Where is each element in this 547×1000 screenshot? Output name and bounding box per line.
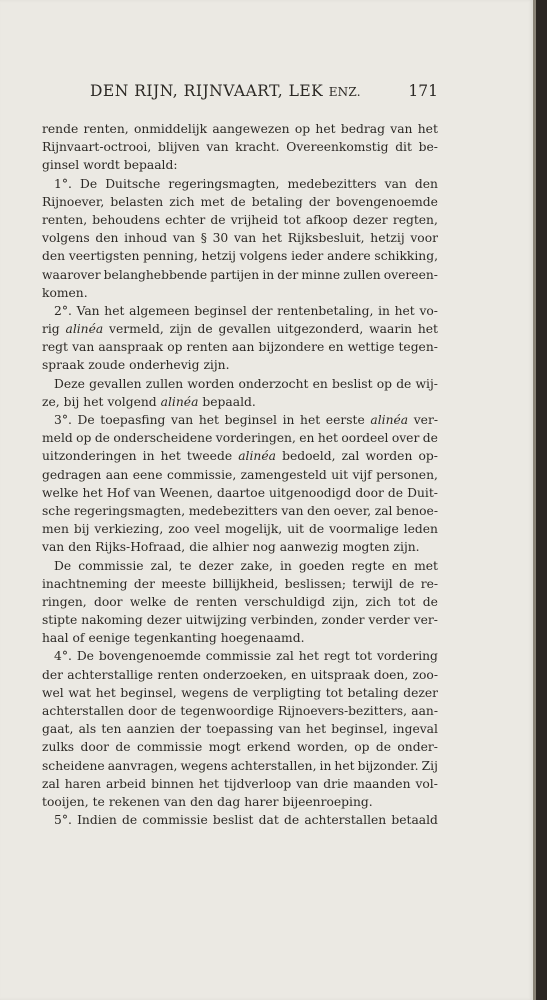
text-line: meld op de onderscheidene vorderingen, en het oordeel over de bbox=[42, 431, 438, 446]
text-line: den veertigsten penning, hetzij volgens ieder andere schikking, bbox=[42, 249, 438, 264]
text-line: 1°. De Duitsche regeringsmagten, medebezitters van den bbox=[54, 176, 438, 191]
running-head bbox=[90, 82, 361, 100]
text-line: rende renten, onmiddelijk aangewezen op het bedrag van het bbox=[42, 122, 438, 136]
text-line: sche regeringsmagten, medebezitters van den oever, zal benoe- bbox=[42, 503, 438, 518]
page-header bbox=[90, 82, 438, 108]
text-line: achterstallen door de tegenwoordige Rijnoevers-bezitters, aan- bbox=[42, 704, 438, 718]
text-line: stipte nakoming dezer uitwijzing verbinden, zonder verder ver- bbox=[42, 613, 438, 628]
text-line: 4°. De bovengenoemde commissie zal het regt tot vordering bbox=[54, 649, 438, 664]
text-line: ginsel wordt bepaald: bbox=[42, 158, 178, 173]
text-line: waarover belanghebbende partijen in der minne zullen overeen- bbox=[42, 267, 438, 282]
running-head-suffix: ENZ. bbox=[328, 85, 361, 99]
text-line: 2°. Van het algemeen beginsel der rentenbetaling, in het vo- bbox=[54, 303, 438, 318]
text-line: inachtneming der meeste billijkheid, beslissen; terwijl de re- bbox=[42, 576, 438, 591]
text-line: gaat, als ten aanzien der toepassing van het beginsel, ingeval bbox=[42, 722, 438, 737]
text-line: spraak zoude onderhevig zijn. bbox=[42, 358, 230, 373]
text-line: 5°. Indien de commissie beslist dat de achterstallen betaald bbox=[54, 813, 438, 828]
text-line: wel wat het beginsel, wegens de verpligting tot betaling dezer bbox=[42, 685, 438, 700]
text-line: van den Rijks-Hofraad, die alhier nog aanwezig mogten zijn. bbox=[42, 540, 420, 555]
text-line: men bij verkiezing, zoo veel mogelijk, uit de voormalige leden bbox=[42, 522, 438, 537]
text-line: komen. bbox=[42, 285, 88, 300]
text-line: Deze gevallen zullen worden onderzocht en beslist op de wij- bbox=[54, 376, 438, 391]
text-line: zal haren arbeid binnen het tijdverloop van drie maanden vol- bbox=[42, 776, 438, 791]
text-line: renten, behoudens echter de vrijheid tot afkoop dezer regten, bbox=[42, 212, 438, 227]
text-line: scheidene aanvragen, wegens achterstallen, in het bijzonder. Zij bbox=[42, 758, 438, 773]
text-line: rig alinéa vermeld, zijn de gevallen uitgezonderd, waarin het bbox=[42, 322, 438, 337]
text-line: haal of eenige tegenkanting hoegenaamd. bbox=[42, 631, 305, 646]
text-line: zulks door de commissie mogt erkend worden, op de onder- bbox=[42, 740, 438, 755]
body-text bbox=[42, 120, 438, 829]
text-line: Rijnvaart-octrooi, blijven van kracht. Overeenkomstig dit be- bbox=[42, 140, 438, 155]
scan-edge bbox=[533, 0, 547, 1000]
text-line: De commissie zal, te dezer zake, in goeden regte en met bbox=[54, 558, 438, 573]
page-number: 171 bbox=[408, 82, 438, 100]
text-line: welke het Hof van Weenen, daartoe uitgenoodigd door de Duit- bbox=[42, 485, 438, 500]
text-line: 3°. De toepasfing van het beginsel in het eerste alinéa ver- bbox=[54, 413, 438, 427]
text-line: gedragen aan eene commissie, zamengesteld uit vijf personen, bbox=[42, 467, 438, 482]
text-line: ringen, door welke de renten verschuldigd zijn, zich tot de bbox=[42, 594, 438, 609]
text-line: tooijen, te rekenen van den dag harer bijeenroeping. bbox=[42, 794, 373, 809]
text-line: volgens den inhoud van § 30 van het Rijksbesluit, hetzij voor bbox=[42, 231, 438, 246]
running-head-title: DEN RIJN, RIJNVAART, LEK bbox=[90, 82, 324, 100]
text-line: uitzonderingen in het tweede alinéa bedoeld, zal worden op- bbox=[42, 449, 438, 464]
text-line: ze, bij het volgend alinéa bepaald. bbox=[42, 394, 256, 409]
text-line: regt van aanspraak op renten aan bijzondere en wettige tegen- bbox=[42, 340, 438, 355]
text-line: der achterstallige renten onderzoeken, en uitspraak doen, zoo- bbox=[42, 667, 438, 682]
text-line: Rijnoever, belasten zich met de betaling der bovengenoemde bbox=[42, 194, 438, 209]
